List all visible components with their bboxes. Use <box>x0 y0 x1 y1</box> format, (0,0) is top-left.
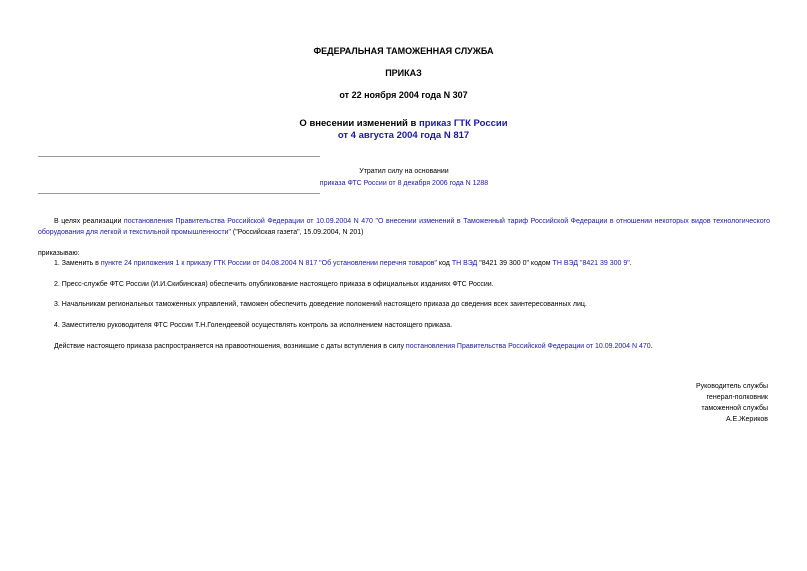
item1-mid2: "8421 39 300 0" кодом <box>477 260 553 267</box>
effect-paragraph <box>38 341 770 352</box>
effect-prefix: Действие настоящего приказа распространяется на правоотношения, возникшие с даты вступления в силу <box>54 343 406 350</box>
document-date-number: от 22 ноября 2004 года N 307 <box>339 90 468 100</box>
item1-link-tn-ved-1[interactable]: ТН ВЭД <box>451 260 478 267</box>
top-divider <box>38 156 320 157</box>
order-item-3: 3. Начальникам региональных таможенных управлений, таможен обеспечить доведение положений настоящего приказа до сведения всех заинтересованных лиц. <box>54 301 587 308</box>
document-title <box>0 118 807 142</box>
repeal-status-link[interactable]: приказа ФТС России от 8 декабря 2006 года N 1288 <box>319 180 489 187</box>
effect-suffix: . <box>650 343 653 350</box>
signature-rank-service: таможенной службы <box>701 405 768 412</box>
preamble-prefix: В целях реализации <box>54 218 124 225</box>
repeal-status-note <box>300 166 508 190</box>
title-link-order-817[interactable]: приказ ГТК России <box>419 118 508 129</box>
title-link-order-817-date[interactable]: от 4 августа 2004 года N 817 <box>337 130 470 141</box>
signature-name: А.Е.Жериков <box>725 416 768 423</box>
order-word: приказываю: <box>38 250 80 257</box>
order-item-2: 2. Пресс-службе ФТС России (И.И.Скибинская) обеспечить опубликование настоящего приказа в официальных изданиях ФТС России. <box>54 281 494 288</box>
agency-heading: ФЕДЕРАЛЬНАЯ ТАМОЖЕННАЯ СЛУЖБА <box>313 46 494 56</box>
order-item-4: 4. Заместителю руководителя ФТС России Т.Н.Голендеевой осуществлять контроль за исполнением настоящего приказа. <box>54 322 453 329</box>
item1-link-code[interactable]: "8421 39 300 9" <box>579 260 630 267</box>
repeal-status-text: Утратил силу на основании <box>359 168 449 175</box>
item1-link-tn-ved-2[interactable]: ТН ВЭД <box>552 260 579 267</box>
order-item-1 <box>38 258 770 269</box>
preamble-paragraph <box>38 216 770 238</box>
signature-rank: генерал-полковник <box>706 394 768 401</box>
item1-link-point-24[interactable]: пункте 24 приложения 1 к приказу ГТК России от 04.08.2004 N 817 "Об установлении перечня товаров" <box>100 260 437 267</box>
document-type-heading: ПРИКАЗ <box>385 68 422 78</box>
preamble-suffix: ("Российская газета", 15.09.2004, N 201) <box>230 229 364 236</box>
signature-position: Руководитель службы <box>695 383 768 390</box>
item1-suffix: . <box>629 260 632 267</box>
title-prefix: О внесении изменений в <box>299 118 420 129</box>
bottom-divider <box>38 193 320 194</box>
signature-block <box>696 381 768 425</box>
effect-link-resolution-470[interactable]: постановления Правительства Российской Федерации от 10.09.2004 N 470 <box>405 343 651 350</box>
preamble-link-resolution-470[interactable]: постановления Правительства Российской Федерации от 10.09.2004 N 470 "О внесении изменений в Таможенный тариф Российской Федерации в отношении некоторых видов технологического оборудования для легкой и текстильной промышленности" <box>38 218 770 236</box>
item1-prefix: 1. Заменить в <box>54 260 101 267</box>
item1-mid1: код <box>436 260 452 267</box>
